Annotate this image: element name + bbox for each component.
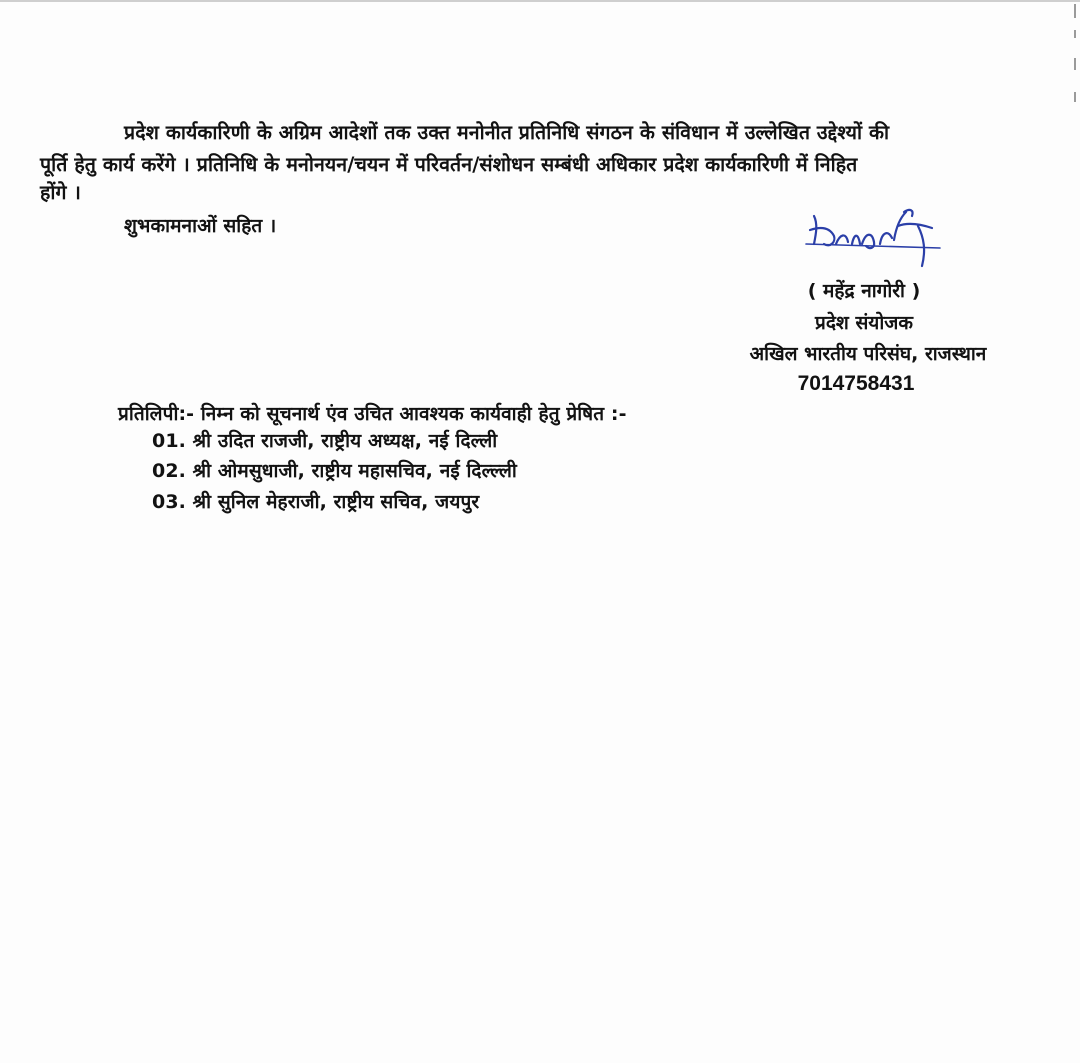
scan-top-edge	[0, 0, 1080, 2]
paragraph-line-3: होंगे ।	[40, 181, 81, 204]
scan-right-edge	[1072, 0, 1078, 110]
copy-to-recipient: 02. श्री ओमसुधाजी, राष्ट्रीय महासचिव, नई दिल्ल्ली	[152, 460, 517, 482]
handwritten-signature	[800, 204, 950, 272]
greeting: शुभकामनाओं सहित ।	[124, 215, 277, 237]
signatory-phone: 7014758431	[797, 372, 915, 395]
signatory-name: ( महेंद्र नागोरी )	[807, 280, 921, 302]
copy-to-heading: प्रतिलिपी:- निम्न को सूचनार्थ एंव उचित आवश्यक कार्यवाही हेतु प्रेषित :-	[118, 403, 627, 425]
paragraph-line-2: पूर्ति हेतु कार्य करेंगे । प्रतिनिधि के मनोनयन/चयन में परिवर्तन/संशोधन सम्बंधी अधिकार प्रदेश कार्यकारिणी में निहित	[40, 153, 858, 176]
signatory-designation: प्रदेश संयोजक	[815, 312, 913, 334]
copy-to-recipient: 01. श्री उदित राजजी, राष्ट्रीय अध्यक्ष, नई दिल्ली	[152, 430, 498, 452]
copy-to-recipient: 03. श्री सुनिल मेहराजी, राष्ट्रीय सचिव, जयपुर	[152, 491, 480, 513]
paragraph-line-1: प्रदेश कार्यकारिणी के अग्रिम आदेशों तक उक्त मनोनीत प्रतिनिधि संगठन के संविधान में उल्लेखित उद्देश्यों की	[124, 121, 890, 144]
signatory-organization: अखिल भारतीय परिसंघ, राजस्थान	[749, 343, 987, 365]
